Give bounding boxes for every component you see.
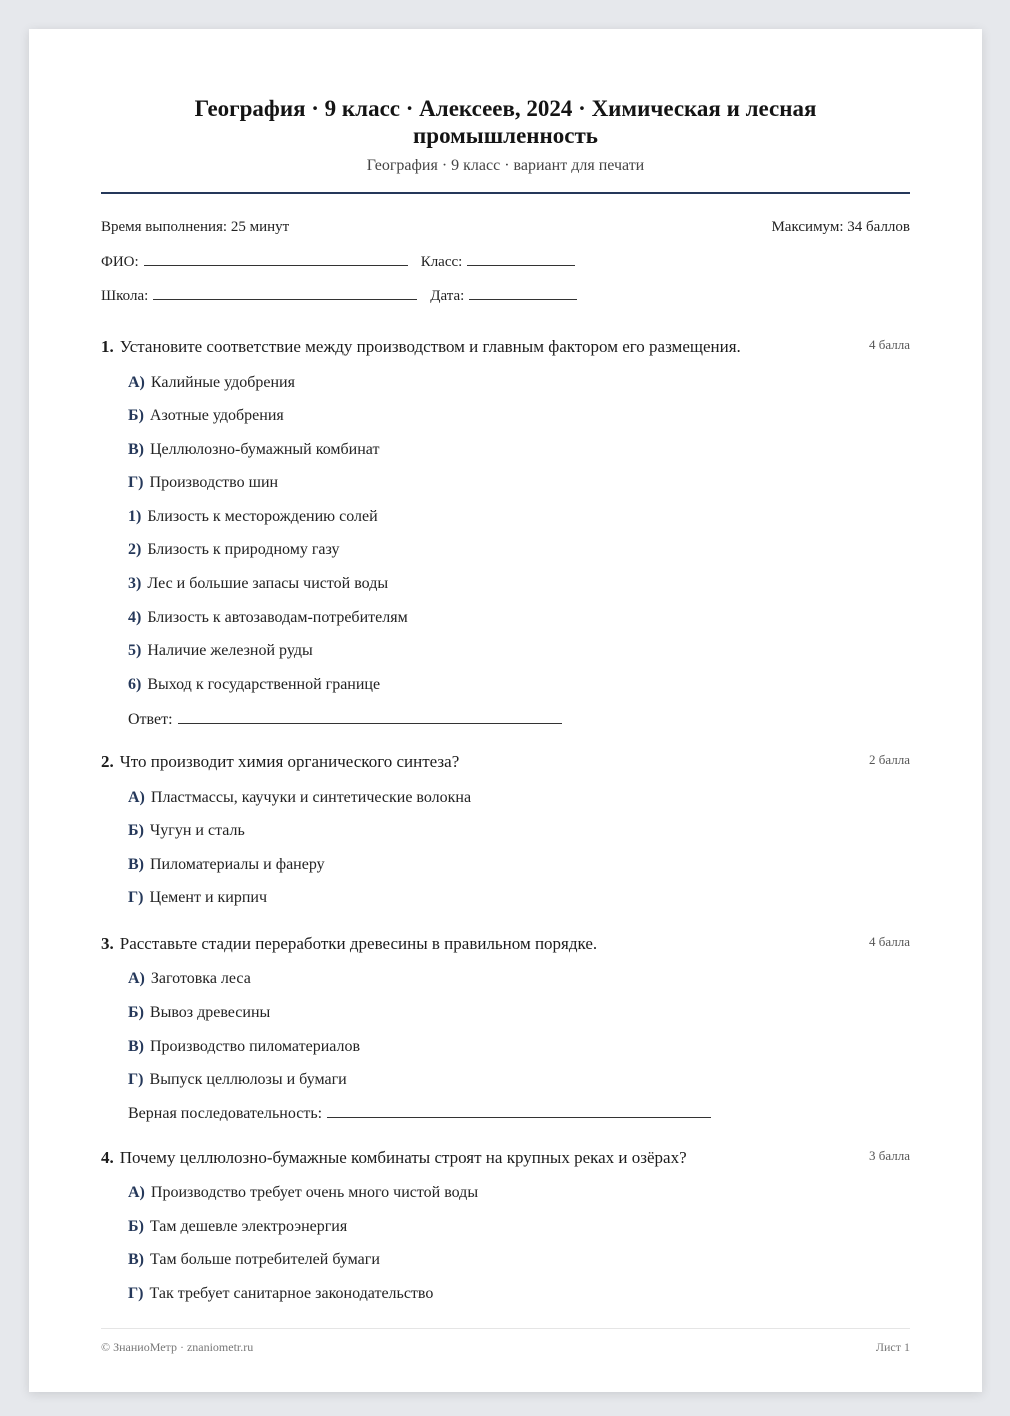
question-1 (101, 337, 910, 357)
option-1-2: 2) Близость к природному газу (128, 541, 340, 558)
option-1d: Г) Производство шин (128, 474, 279, 491)
option-2d: Г) Цемент и кирпич (128, 889, 268, 906)
class-label: Класс: (420, 254, 463, 270)
footer-copyright: © ЗнаниоМетр · znaniometr.ru (101, 1340, 254, 1354)
school-field[interactable] (153, 286, 417, 300)
option-4d: Г) Так требует санитарное законодательство (128, 1285, 434, 1302)
option-4a: А) Производство требует очень много чистой воды (128, 1184, 479, 1201)
question-points: 4 балла (869, 337, 910, 352)
meta-row (101, 219, 910, 236)
option-2c: В) Пиломатериалы и фанеру (128, 856, 325, 873)
answer-row-1 (128, 710, 562, 729)
option-4c: В) Там больше потребителей бумаги (128, 1251, 380, 1268)
option-1-1: 1) Близость к месторождению солей (128, 508, 378, 525)
fio-field[interactable] (144, 252, 408, 266)
option-3a: А) Заготовка леса (128, 970, 251, 987)
page-footer (101, 1340, 910, 1355)
option-1b: Б) Азотные удобрения (128, 407, 284, 424)
answer-field[interactable] (327, 1104, 711, 1118)
question-text: Почему целлюлозно-бумажные комбинаты строят на крупных реках и озёрах? (119, 1148, 687, 1167)
option-4b: Б) Там дешевле электроэнергия (128, 1218, 348, 1235)
option-3d: Г) Выпуск целлюлозы и бумаги (128, 1071, 347, 1088)
date-label: Дата: (430, 288, 465, 304)
option-1-4: 4) Близость к автозаводам-потребителям (128, 609, 408, 626)
worksheet-page (29, 29, 982, 1392)
question-points: 3 балла (869, 1148, 910, 1163)
school-date-row (101, 286, 577, 305)
question-points: 2 балла (869, 752, 910, 767)
question-number: 2. (101, 752, 114, 771)
option-3c: В) Производство пиломатериалов (128, 1038, 361, 1055)
page-subtitle: География · 9 класс · вариант для печати (366, 157, 645, 174)
question-text: Установите соответствие между производством и главным фактором его размещения. (119, 337, 741, 356)
option-3b: Б) Вывоз древесины (128, 1004, 271, 1021)
question-number: 1. (101, 337, 114, 356)
question-number: 3. (101, 934, 114, 953)
answer-field[interactable] (178, 710, 562, 724)
answer-row-3 (128, 1104, 711, 1123)
header-divider (101, 192, 910, 194)
answer-label: Верная последовательность: (128, 1105, 323, 1122)
fio-class-row (101, 252, 575, 271)
question-points: 4 балла (869, 934, 910, 949)
option-2b: Б) Чугун и сталь (128, 822, 245, 839)
page-title: География · 9 класс · Алексеев, 2024 · Химическая и лесная промышленность (194, 96, 817, 148)
question-2 (101, 752, 910, 772)
question-number: 4. (101, 1148, 114, 1167)
footer-page-number: Лист 1 (875, 1340, 910, 1354)
time-limit: Время выполнения: 25 минут (101, 219, 290, 235)
question-text: Что производит химия органического синтеза? (119, 752, 460, 771)
fio-label: ФИО: (101, 254, 139, 270)
question-4 (101, 1148, 910, 1168)
option-1-6: 6) Выход к государственной границе (128, 676, 381, 693)
question-text: Расставьте стадии переработки древесины в правильном порядке. (119, 934, 598, 953)
date-field[interactable] (469, 286, 577, 300)
footer-divider (101, 1328, 910, 1329)
option-1a: А) Калийные удобрения (128, 374, 295, 391)
option-1c: В) Целлюлозно-бумажный комбинат (128, 441, 380, 458)
school-label: Школа: (101, 288, 149, 304)
class-field[interactable] (467, 252, 575, 266)
option-1-3: 3) Лес и большие запасы чистой воды (128, 575, 389, 592)
option-1-5: 5) Наличие железной руды (128, 642, 313, 659)
option-2a: А) Пластмассы, каучуки и синтетические волокна (128, 789, 472, 806)
question-3 (101, 934, 910, 954)
max-score: Максимум: 34 баллов (771, 219, 910, 235)
answer-label: Ответ: (128, 711, 173, 728)
